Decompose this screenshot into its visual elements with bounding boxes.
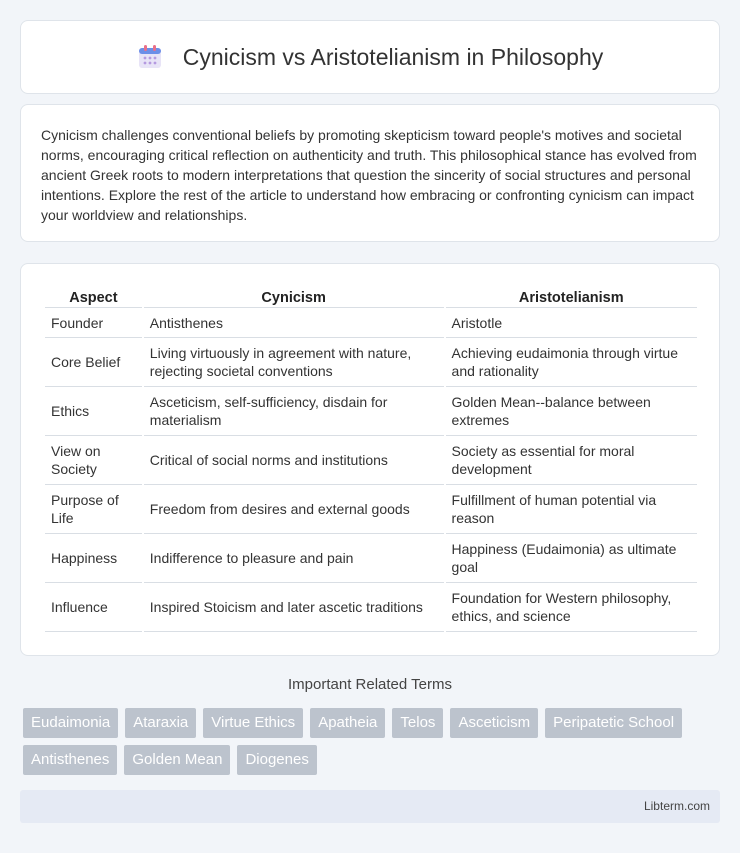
table-row <box>45 436 697 485</box>
tag-asceticism[interactable]: Asceticism <box>450 708 538 738</box>
tag-eudaimonia[interactable]: Eudaimonia <box>23 708 118 738</box>
calendar-icon <box>137 44 163 70</box>
table-cell: Asceticism, self-sufficiency, disdain for materialism <box>144 387 444 436</box>
table-cell: Purpose of Life <box>45 485 142 534</box>
comparison-table <box>43 284 699 632</box>
table-cell: Foundation for Western philosophy, ethics, and science <box>446 583 697 632</box>
tag-golden-mean[interactable]: Golden Mean <box>124 745 230 775</box>
tag-antisthenes[interactable]: Antisthenes <box>23 745 117 775</box>
table-row <box>45 387 697 436</box>
footer <box>20 790 720 823</box>
table-cell: Ethics <box>45 387 142 436</box>
table-cell: Fulfillment of human potential via reason <box>446 485 697 534</box>
table-row <box>45 338 697 387</box>
table-row <box>45 485 697 534</box>
page-title: Cynicism vs Aristotelianism in Philosophy <box>182 43 604 70</box>
table-cell: Freedom from desires and external goods <box>144 485 444 534</box>
intro-paragraph: Cynicism challenges conventional beliefs by promoting skepticism toward people's motives and societal norms, encouraging critical reflection on authenticity and truth. This philosophical stance has evolved from ancient Greek roots to modern interpretations that question the sincerity of social structures and personal intentions. Explore the rest of the article to understand how embracing or confronting cynicism can impact your worldview and relationships. <box>41 127 697 223</box>
tag-diogenes[interactable]: Diogenes <box>237 745 316 775</box>
table-cell: Indifference to pleasure and pain <box>144 534 444 583</box>
related-terms-heading: Important Related Terms <box>288 676 452 693</box>
tag-telos[interactable]: Telos <box>392 708 443 738</box>
tag-ataraxia[interactable]: Ataraxia <box>125 708 196 738</box>
table-cell: Society as essential for moral development <box>446 436 697 485</box>
table-cell: Core Belief <box>45 338 142 387</box>
table-row <box>45 308 697 338</box>
table-cell: Happiness <box>45 534 142 583</box>
column-header-aristotelianism: Aristotelianism <box>446 284 697 308</box>
table-cell: Golden Mean--balance between extremes <box>446 387 697 436</box>
table-cell: Founder <box>45 308 142 338</box>
table-cell: Antisthenes <box>144 308 444 338</box>
table-cell: Happiness (Eudaimonia) as ultimate goal <box>446 534 697 583</box>
comparison-card <box>20 263 720 656</box>
tag-virtue-ethics[interactable]: Virtue Ethics <box>203 708 303 738</box>
table-cell: View on Society <box>45 436 142 485</box>
table-cell: Influence <box>45 583 142 632</box>
table-cell: Aristotle <box>446 308 697 338</box>
tag-apatheia[interactable]: Apatheia <box>310 708 385 738</box>
table-cell: Inspired Stoicism and later ascetic traditions <box>144 583 444 632</box>
tag-peripatetic-school[interactable]: Peripatetic School <box>545 708 682 738</box>
title-card <box>20 20 720 94</box>
table-row <box>45 534 697 583</box>
table-cell: Achieving eudaimonia through virtue and rationality <box>446 338 697 387</box>
column-header-aspect: Aspect <box>45 284 142 308</box>
table-cell: Critical of social norms and institutions <box>144 436 444 485</box>
table-cell: Living virtuously in agreement with nature, rejecting societal conventions <box>144 338 444 387</box>
footer-site-link[interactable]: Libterm.com <box>643 799 710 813</box>
intro-card <box>20 104 720 242</box>
column-header-cynicism: Cynicism <box>144 284 444 308</box>
related-terms-list <box>23 708 723 775</box>
table-row <box>45 583 697 632</box>
